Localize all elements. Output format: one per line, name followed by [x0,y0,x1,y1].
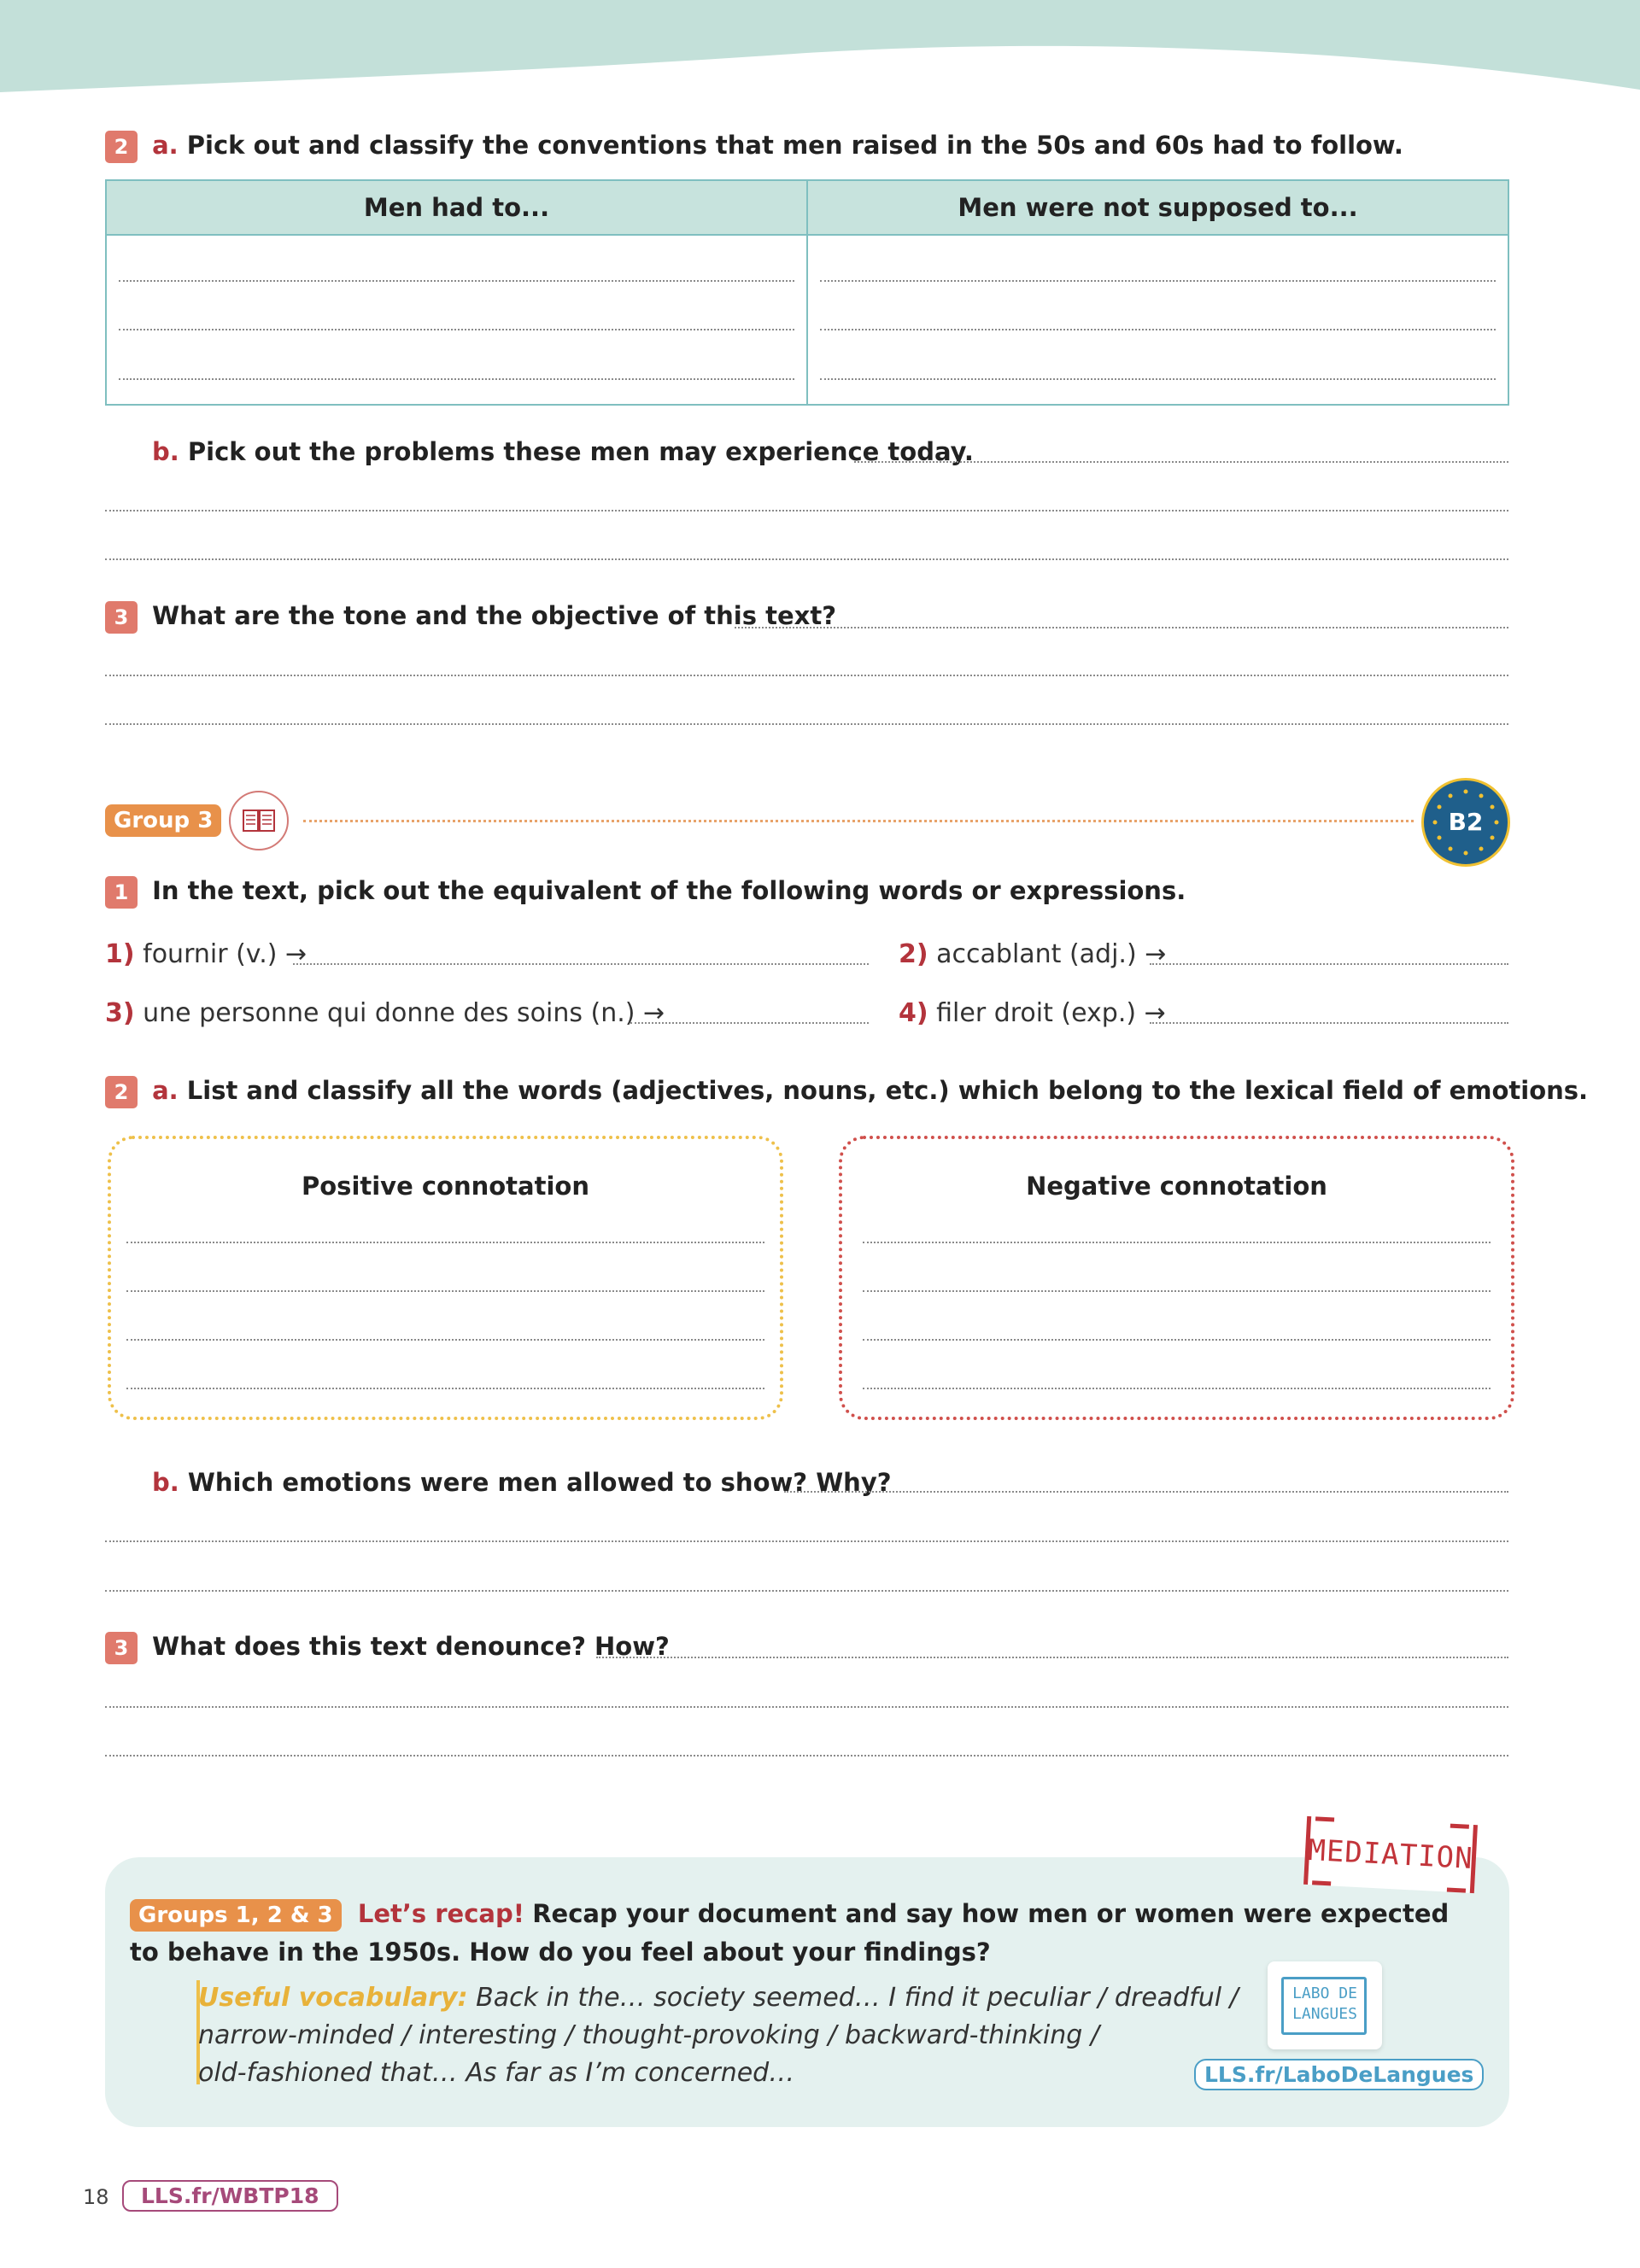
item-text: fournir (v.) → [143,939,308,969]
question-number-badge: 2 [105,1076,138,1108]
stamp-text: MEDIATION [1307,1833,1474,1877]
item-number: 2) [899,939,928,969]
negative-connotation-box [839,1136,1514,1420]
answer-line[interactable] [105,1590,1508,1592]
vocab-item-3 [105,998,665,1028]
vocab-text: narrow-minded / interesting / thought-provoking / backward-thinking / [198,2020,1099,2050]
answer-line[interactable] [126,1242,764,1243]
item-number: 1) [105,939,135,969]
answer-line[interactable] [105,675,1508,676]
answer-line[interactable] [293,963,869,965]
question-text: Pick out and classify the conventions that men raised in the 50s and 60s had to follow. [186,131,1403,160]
positive-title: Positive connotation [302,1172,589,1201]
logo-line: LABO DE [1292,1984,1357,2002]
question-number-badge: 3 [105,601,138,634]
top-wave-banner [0,0,1640,94]
question-number-badge: 1 [105,876,138,909]
vocab-item-1 [105,939,307,969]
answer-line[interactable] [596,1657,1508,1658]
answer-line[interactable] [1150,1022,1508,1024]
group3-question-2a [105,1076,1588,1108]
logo-line: LANGUES [1292,2005,1357,2023]
vocab-item-4 [899,998,1166,1028]
item-number: 3) [105,998,135,1028]
vocab-label: Useful vocabulary: [198,1983,468,2013]
group3-question-3 [105,1632,670,1664]
answer-line[interactable] [105,1755,1508,1757]
answer-line[interactable] [1150,963,1508,965]
answer-line[interactable] [735,627,1508,628]
answer-line[interactable] [784,1491,1508,1493]
groups-badge: Groups 1, 2 & 3 [130,1899,342,1932]
question-text: List and classify all the words (adjectives, nouns, etc.) which belong to the lexical field of emotions. [186,1076,1589,1105]
question-3 [105,601,836,634]
answer-line[interactable] [126,1339,764,1341]
item-text: accablant (adj.) → [936,939,1167,969]
group-badge: Group 3 [105,804,221,837]
question-text: What are the tone and the objective of this text? [152,601,837,630]
answer-cell-not-supposed[interactable] [807,235,1508,405]
mediation-stamp [1303,1816,1478,1893]
question-2b [152,437,974,466]
labo-de-langues-logo[interactable] [1268,1961,1382,2049]
group3-question-2b [152,1468,892,1497]
question-number-badge: 3 [105,1632,138,1664]
recap-instruction-cont: to behave in the 1950s. How do you feel about your findings? [130,1938,991,1967]
answer-line[interactable] [126,1290,764,1292]
question-letter: a. [152,1076,179,1105]
question-text: Pick out the problems these men may experience today. [187,437,974,466]
table-header-had-to: Men had to... [106,180,807,235]
useful-vocabulary [198,1979,1239,2092]
recap-line-1 [130,1899,1449,1932]
answer-line[interactable] [105,723,1508,725]
question-letter: b. [152,437,179,466]
vocab-text: Back in the… society seemed… I find it peculiar / dreadful / [476,1983,1239,2013]
conventions-table [105,179,1509,406]
answer-line[interactable] [630,1022,869,1024]
answer-cell-had-to[interactable] [106,235,807,405]
answer-line[interactable] [854,461,1508,463]
negative-title: Negative connotation [1026,1172,1327,1201]
question-letter: a. [152,131,179,160]
answer-line[interactable] [863,1242,1491,1243]
labo-link[interactable]: LLS.fr/LaboDeLangues [1194,2059,1484,2090]
answer-line[interactable] [105,510,1508,511]
table-header-not-supposed: Men were not supposed to... [807,180,1508,235]
page-number: 18 [83,2185,109,2209]
question-2a [105,131,1403,163]
answer-line[interactable] [863,1388,1491,1389]
answer-line[interactable] [105,1706,1508,1708]
level-text: B2 [1448,808,1484,836]
question-text: What does this text denounce? How? [152,1632,670,1661]
question-letter: b. [152,1468,179,1497]
item-number: 4) [899,998,928,1028]
question-text: In the text, pick out the equivalent of the following words or expressions. [152,876,1186,905]
recap-instruction: Recap your document and say how men or women were expected [532,1899,1450,1928]
vocab-text: old-fashioned that… As far as I’m concerned… [198,2058,795,2088]
level-b2-badge [1421,778,1510,867]
item-text: une personne qui donne des soins (n.) → [143,998,665,1028]
group-divider [303,820,1414,822]
item-text: filer droit (exp.) → [936,998,1166,1028]
group-3-label [105,804,221,837]
question-number-badge: 2 [105,131,138,163]
recap-lead: Let’s recap! [357,1899,524,1928]
question-text: Which emotions were men allowed to show? Why? [187,1468,892,1497]
reading-book-icon [229,791,289,850]
vocab-item-2 [899,939,1166,969]
answer-line[interactable] [105,1540,1508,1542]
answer-line[interactable] [126,1388,764,1389]
answer-line[interactable] [863,1339,1491,1341]
footer-link[interactable]: LLS.fr/WBTP18 [122,2180,338,2212]
positive-connotation-box [108,1136,783,1420]
answer-line[interactable] [105,558,1508,560]
group3-question-1 [105,876,1186,909]
answer-line[interactable] [863,1290,1491,1292]
